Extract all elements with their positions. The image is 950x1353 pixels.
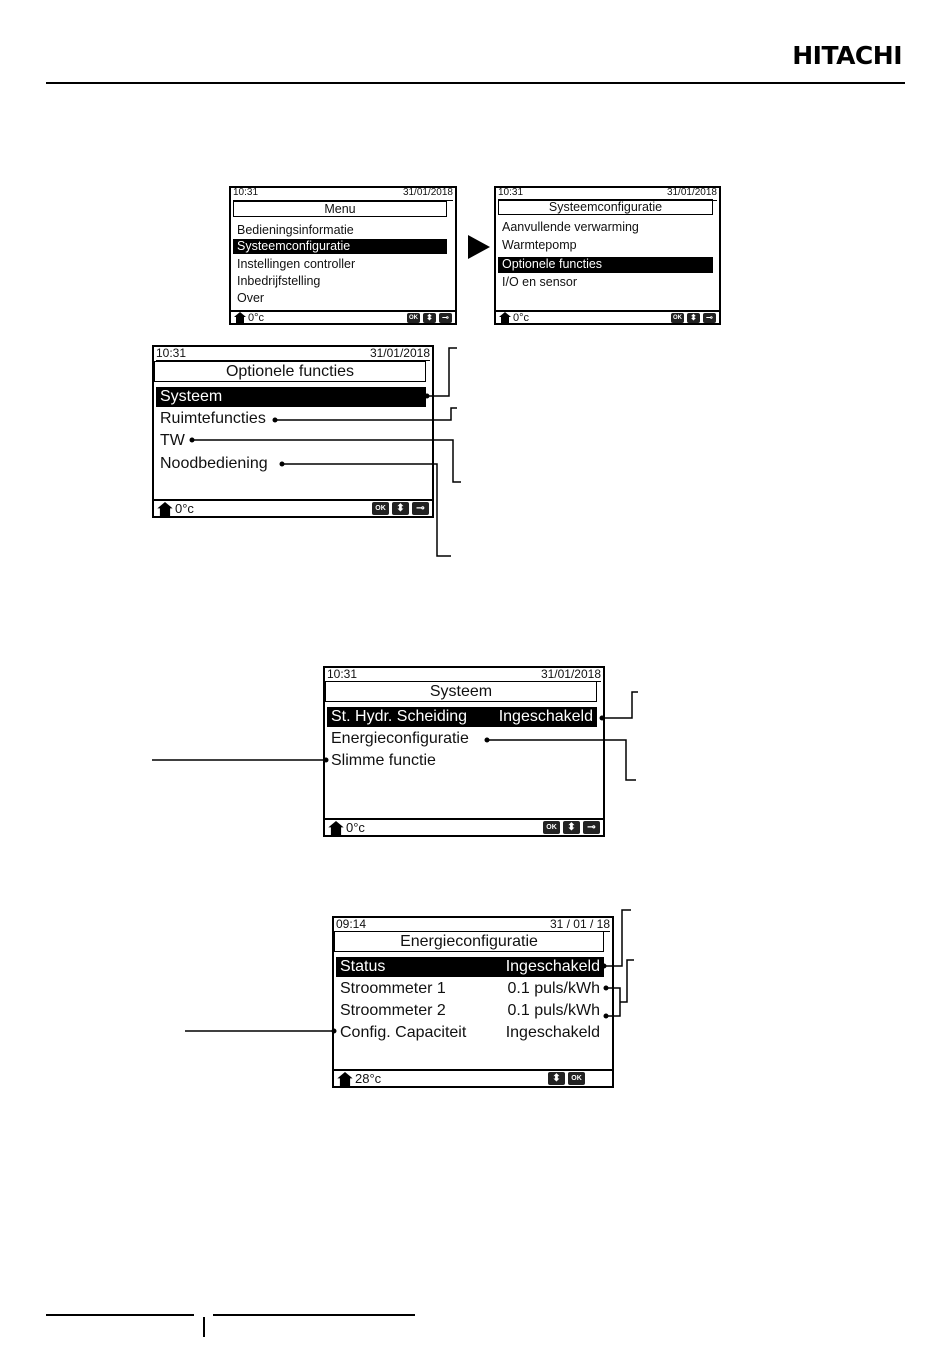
updown-button[interactable]: ⬍ — [423, 313, 436, 323]
menu-item-label: Over — [237, 291, 265, 305]
menu-item-label: Bedieningsinformatie — [237, 223, 354, 237]
ok-button[interactable]: OK — [673, 314, 682, 321]
date: 31 / 01 / 18 — [549, 917, 610, 931]
brand-logo: HITACHI — [792, 41, 902, 70]
date: 31/01/2018 — [666, 187, 717, 198]
back-button[interactable]: ⊸ — [703, 313, 716, 323]
menu-item-label: Status — [340, 958, 386, 975]
menu-item-label: Systeem — [160, 388, 223, 405]
back-button[interactable]: ⊸ — [439, 313, 452, 323]
menu-item-label: Warmtepomp — [502, 238, 577, 252]
menu-item-value: 0.1 puls/kWh — [507, 980, 600, 997]
clock: 10:31 — [233, 187, 259, 198]
updown-button[interactable]: ⬍ — [392, 502, 409, 515]
menu-item-label: Noodbediening — [160, 455, 268, 472]
ok-button[interactable]: OK — [409, 314, 418, 321]
back-button[interactable]: ⊸ — [412, 502, 429, 515]
updown-button[interactable]: ⬍ — [687, 313, 700, 323]
menu-item-label: Inbedrijfstelling — [237, 274, 321, 288]
clock: 09:14 — [336, 917, 367, 931]
footer-rule-right — [213, 1314, 415, 1316]
date: 31/01/2018 — [540, 667, 601, 681]
temperature: 0°c — [248, 311, 265, 324]
footer-rule-left — [46, 1314, 194, 1316]
clock: 10:31 — [156, 346, 187, 360]
menu-item-value: Ingeschakeld — [498, 708, 593, 725]
callout-stroommeter — [606, 988, 620, 1016]
menu-item-value: 0.1 puls/kWh — [507, 1002, 600, 1019]
ok-button[interactable]: OK — [543, 821, 560, 834]
date: 31/01/2018 — [402, 187, 453, 198]
callout-st-hydr-scheiding — [602, 692, 638, 718]
menu-item-label: Stroommeter 1 — [340, 980, 446, 997]
callout-ruimtefuncties — [275, 408, 457, 420]
temperature: 0°c — [346, 820, 365, 835]
back-button[interactable]: ⊸ — [583, 821, 600, 834]
callout-energieconfiguratie — [487, 740, 636, 780]
callout-status — [604, 910, 631, 966]
ok-button[interactable]: OK — [568, 1072, 585, 1085]
callout-noodbediening — [282, 464, 451, 556]
screen-title: Systeem — [325, 681, 597, 702]
callout-tw — [192, 440, 461, 482]
clock: 10:31 — [498, 187, 524, 198]
temperature: 28°c — [355, 1071, 382, 1086]
menu-item-label: Aanvullende verwarming — [502, 220, 639, 234]
menu-item-label: I/O en sensor — [502, 275, 578, 289]
menu-item-label: St. Hydr. Scheiding — [331, 708, 468, 725]
menu-item-value: Ingeschakeld — [505, 1024, 600, 1041]
updown-button[interactable]: ⬍ — [563, 821, 580, 834]
clock: 10:31 — [327, 667, 358, 681]
ok-button[interactable]: OK — [372, 502, 389, 515]
screen-title: Systeemconfiguratie — [498, 199, 713, 215]
menu-item-label: Optionele functies — [502, 257, 603, 271]
footer-divider — [203, 1317, 205, 1337]
menu-item-value: Ingeschakeld — [505, 958, 600, 975]
menu-item-label: Instellingen controller — [237, 257, 356, 271]
updown-button[interactable]: ⬍ — [548, 1072, 565, 1085]
callout-systeem — [427, 348, 457, 396]
menu-item-label: Energieconfiguratie — [331, 730, 469, 747]
temperature: 0°c — [513, 311, 530, 324]
screen-title: Optionele functies — [154, 361, 426, 382]
menu-item-label: TW — [160, 432, 185, 449]
screen-title: Energieconfiguratie — [334, 931, 604, 952]
menu-item-label: Ruimtefuncties — [160, 410, 266, 427]
temperature: 0°c — [175, 501, 194, 516]
menu-item-label: Slimme functie — [331, 752, 436, 769]
menu-item-label: Stroommeter 2 — [340, 1002, 446, 1019]
date: 31/01/2018 — [369, 346, 430, 360]
menu-item-label: Systeemconfiguratie — [237, 239, 351, 253]
screen-title: Menu — [233, 201, 447, 217]
menu-item-label: Config. Capaciteit — [340, 1024, 467, 1041]
